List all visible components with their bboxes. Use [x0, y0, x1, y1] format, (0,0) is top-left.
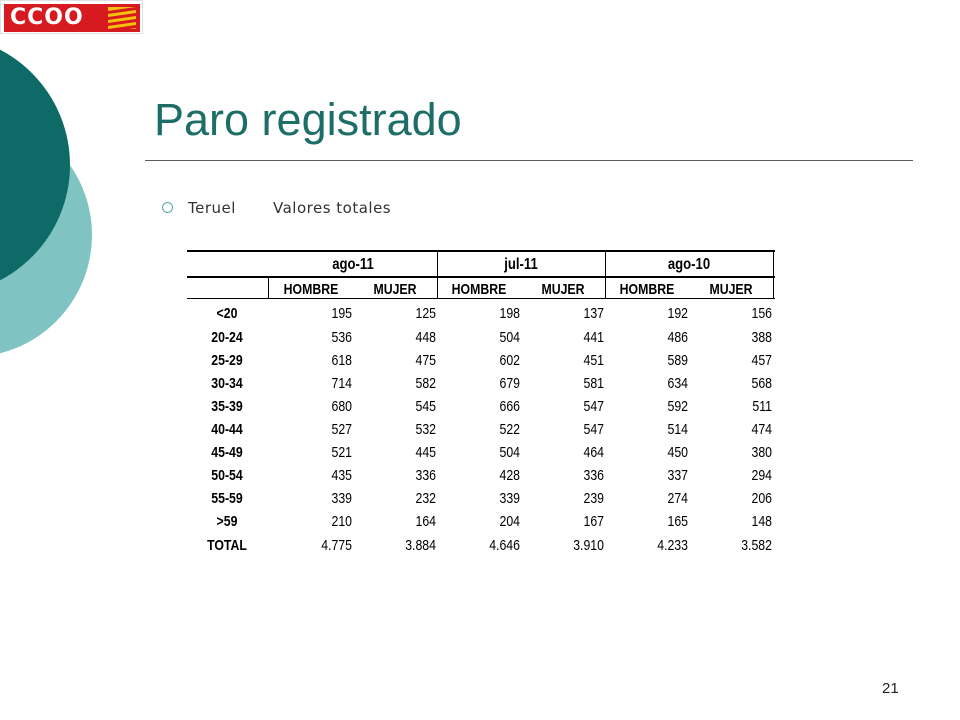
table-cell: 239 [583, 490, 604, 507]
table-cell: 666 [499, 398, 520, 415]
logo-text: CCOO [10, 5, 84, 30]
table-cell: 148 [751, 513, 772, 530]
table-cell: 547 [583, 421, 604, 438]
period-header: ago-11 [332, 256, 374, 273]
table-cell: 210 [331, 513, 352, 530]
table-cell: 504 [499, 329, 520, 346]
table-cell: 156 [751, 305, 772, 322]
row-label: 55-59 [211, 490, 243, 507]
sex-header: HOMBRE [619, 281, 675, 298]
table-cell: 451 [583, 352, 604, 369]
row-label: 35-39 [211, 398, 243, 415]
row-label: 25-29 [211, 352, 243, 369]
sex-header: MUJER [541, 281, 585, 298]
table-cell: 592 [667, 398, 688, 415]
table-cell: 3.884 [405, 537, 436, 554]
table-cell: 165 [667, 513, 688, 530]
table-cell: 581 [583, 375, 604, 392]
subtitle-description: Valores totales [273, 199, 392, 217]
table-cell: 457 [751, 352, 772, 369]
row-label: 45-49 [211, 444, 243, 461]
table-cell: 634 [667, 375, 688, 392]
table-cell: 527 [331, 421, 352, 438]
table-cell: 679 [499, 375, 520, 392]
table-cell: 475 [415, 352, 436, 369]
table-cell: 450 [667, 444, 688, 461]
table-cell: 445 [415, 444, 436, 461]
table-cell: 428 [499, 467, 520, 484]
table-cell: 514 [667, 421, 688, 438]
table-cell: 511 [752, 398, 772, 415]
table-cell: 547 [583, 398, 604, 415]
row-label: <20 [216, 305, 238, 322]
table-col-divider [773, 251, 774, 299]
table-cell: 204 [499, 513, 520, 530]
table-cell: 4.646 [489, 537, 520, 554]
sex-header: MUJER [709, 281, 753, 298]
page-title: Paro registrado [154, 94, 462, 145]
row-label: >59 [216, 513, 238, 530]
table-cell: 448 [415, 329, 436, 346]
table-cell: 337 [667, 467, 688, 484]
sex-header: HOMBRE [451, 281, 507, 298]
table-col-divider [437, 251, 438, 299]
table-cell: 164 [415, 513, 436, 530]
period-header: jul-11 [504, 256, 538, 273]
table-cell: 336 [583, 467, 604, 484]
logo-red-box [4, 4, 140, 32]
table-cell: 336 [415, 467, 436, 484]
bullet-circle-icon [162, 202, 173, 213]
table-cell: 4.775 [321, 537, 352, 554]
table-cell: 714 [331, 375, 352, 392]
table-header-line [187, 276, 775, 278]
table-subheader-line [187, 298, 775, 299]
table-cell: 3.910 [573, 537, 604, 554]
table-cell: 602 [499, 352, 520, 369]
row-label: 20-24 [211, 329, 243, 346]
table-cell: 532 [415, 421, 436, 438]
table-cell: 435 [331, 467, 352, 484]
table-cell: 206 [751, 490, 772, 507]
table-col-divider [268, 276, 269, 299]
table-cell: 568 [751, 375, 772, 392]
sex-header: HOMBRE [283, 281, 339, 298]
row-label: 50-54 [211, 467, 243, 484]
table-cell: 680 [331, 398, 352, 415]
table-cell: 198 [499, 305, 520, 322]
table-cell: 618 [331, 352, 352, 369]
table-cell: 232 [415, 490, 436, 507]
subtitle-place: Teruel [188, 199, 236, 217]
ccoo-logo [0, 0, 143, 34]
period-header: ago-10 [667, 256, 711, 273]
table-cell: 486 [667, 329, 688, 346]
table-cell: 504 [499, 444, 520, 461]
table-cell: 339 [331, 490, 352, 507]
page-number: 21 [882, 680, 899, 697]
sex-header: MUJER [373, 281, 417, 298]
table-cell: 294 [751, 467, 772, 484]
table-cell: 274 [667, 490, 688, 507]
table-col-divider [605, 251, 606, 299]
title-divider [145, 160, 913, 161]
table-cell: 522 [499, 421, 520, 438]
table-cell: 4.233 [657, 537, 688, 554]
table-cell: 380 [751, 444, 772, 461]
row-label: 30-34 [211, 375, 243, 392]
table-cell: 474 [751, 421, 772, 438]
table-cell: 464 [583, 444, 604, 461]
decorative-circles [0, 0, 100, 380]
table-cell: 339 [499, 490, 520, 507]
table-cell: 137 [583, 305, 604, 322]
table-cell: 125 [415, 305, 436, 322]
table-cell: 388 [751, 329, 772, 346]
table-cell: 441 [583, 329, 604, 346]
table-cell: 589 [667, 352, 688, 369]
table-cell: 167 [583, 513, 604, 530]
table-cell: 582 [415, 375, 436, 392]
table-top-line [187, 250, 775, 252]
aragon-flag-icon [108, 7, 136, 29]
table-cell: 521 [331, 444, 352, 461]
row-label: 40-44 [211, 421, 243, 438]
row-label: TOTAL [207, 537, 247, 554]
table-cell: 536 [331, 329, 352, 346]
table-cell: 192 [667, 305, 688, 322]
table-cell: 195 [331, 305, 352, 322]
table-cell: 545 [415, 398, 436, 415]
table-cell: 3.582 [741, 537, 772, 554]
